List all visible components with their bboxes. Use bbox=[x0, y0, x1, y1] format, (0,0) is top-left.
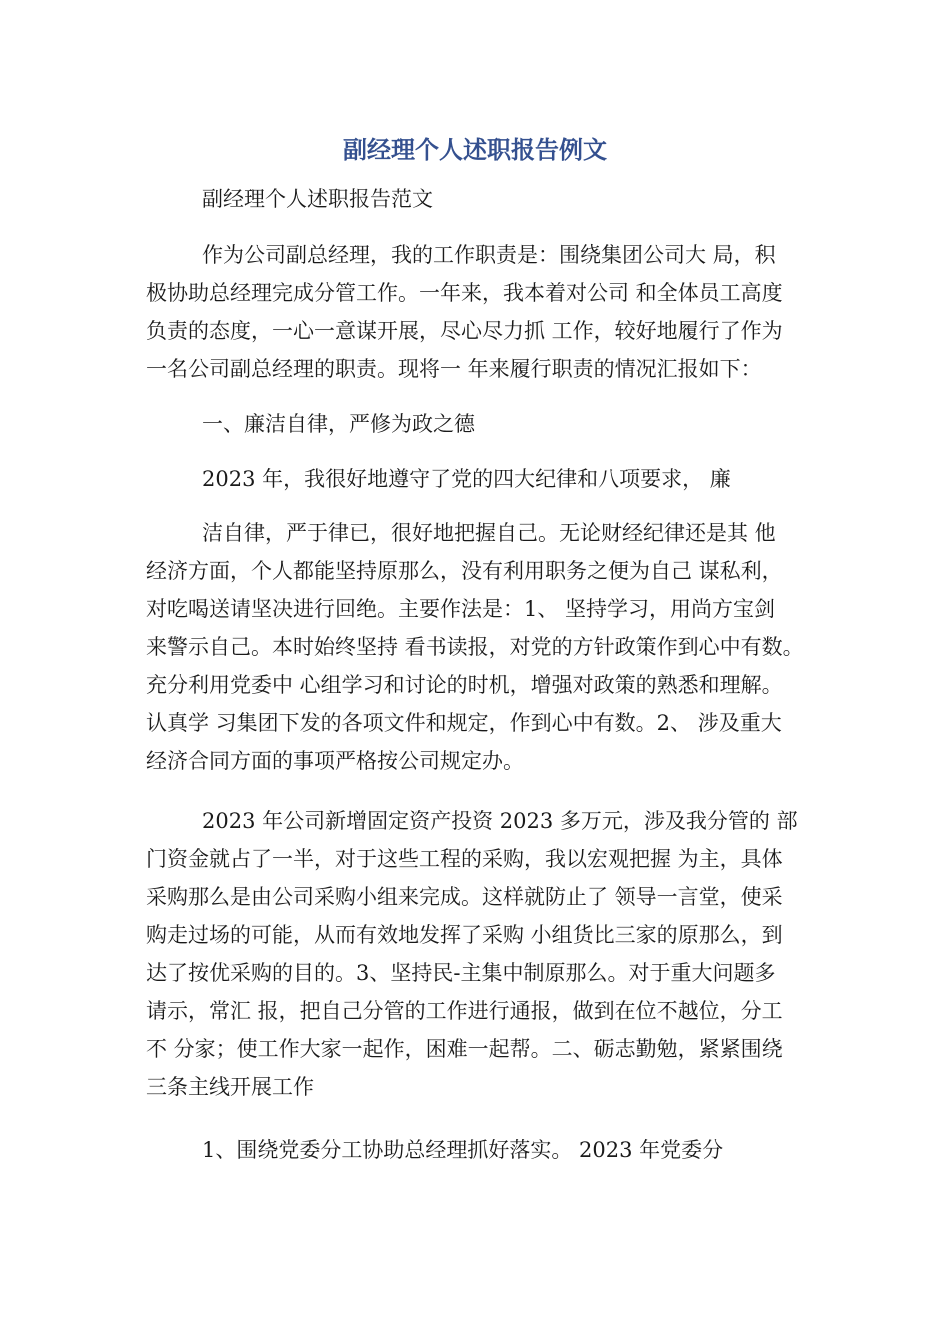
paragraph-party-committee bbox=[146, 1131, 826, 1169]
paragraph-line: 1、围绕党委分工协助总经理抓好落实。 2023 年党委分 bbox=[202, 1138, 724, 1162]
paragraph-line: 认真学 习集团下发的各项文件和规定，作到心中有数。2、 涉及重大 bbox=[146, 711, 782, 735]
paragraph-line: 请示，常汇 报，把自己分管的工作进行通报，做到在位不越位，分工 bbox=[146, 999, 783, 1023]
paragraph-line: 经济合同方面的事项严格按公司规定办。 bbox=[146, 749, 524, 773]
paragraph-line: 一名公司副总经理的职责。现将一 年来履行职责的情况汇报如下： bbox=[146, 357, 762, 381]
paragraph-line: 洁自律，严于律已，很好地把握自己。无论财经纪律还是其 他 bbox=[202, 521, 776, 545]
paragraph-2023-discipline bbox=[146, 460, 826, 498]
paragraph-investment bbox=[146, 802, 826, 1106]
paragraph-intro bbox=[146, 236, 826, 388]
section-heading-1 bbox=[146, 405, 826, 443]
document-title: 副经理个人述职报告例文 bbox=[343, 136, 607, 164]
paragraph-self-discipline bbox=[146, 514, 826, 780]
paragraph-line: 负责的态度，一心一意谋开展，尽心尽力抓 工作，较好地履行了作为 bbox=[146, 319, 783, 343]
paragraph-line: 2023 年，我很好地遵守了党的四大纪律和八项要求， 廉 bbox=[202, 467, 731, 491]
paragraph-line: 不 分家；使工作大家一起作，困难一起帮。二、砺志勤勉，紧紧围绕 bbox=[146, 1037, 783, 1061]
paragraph-line: 门资金就占了一半，对于这些工程的采购，我以宏观把握 为主，具体 bbox=[146, 847, 783, 871]
paragraph-line: 采购那么是由公司采购小组来完成。这样就防止了 领导一言堂，使采 bbox=[146, 885, 783, 909]
paragraph-line: 2023 年公司新增固定资产投资 2023 多万元，涉及我分管的 部 bbox=[202, 809, 798, 833]
paragraph-line: 三条主线开展工作 bbox=[146, 1075, 314, 1099]
paragraph-line: 充分利用党委中 心组学习和讨论的时机，增强对政策的熟悉和理解。 bbox=[146, 673, 783, 697]
paragraph-line: 对吃喝送请坚决进行回绝。主要作法是：1、 坚持学习，用尚方宝剑 bbox=[146, 597, 776, 621]
paragraph-line: 购走过场的可能，从而有效地发挥了采购 小组货比三家的原那么，到 bbox=[146, 923, 783, 947]
paragraph-line: 达了按优采购的目的。3、坚持民-主集中制原那么。对于重大问题多 bbox=[146, 961, 776, 985]
subtitle-line: 副经理个人述职报告范文 bbox=[202, 187, 433, 211]
paragraph-line: 经济方面，个人都能坚持原那么，没有利用职务之便为自己 谋私利， bbox=[146, 559, 783, 583]
paragraph-line: 一、廉洁自律，严修为政之德 bbox=[202, 412, 475, 436]
paragraph-line: 极协助总经理完成分管工作。一年来，我本着对公司 和全体员工高度 bbox=[146, 281, 783, 305]
subtitle bbox=[146, 180, 826, 218]
paragraph-line: 来警示自己。本时始终坚持 看书读报，对党的方针政策作到心中有数。 bbox=[146, 635, 804, 659]
paragraph-line: 作为公司副总经理，我的工作职责是：围绕集团公司大 局，积 bbox=[202, 243, 776, 267]
